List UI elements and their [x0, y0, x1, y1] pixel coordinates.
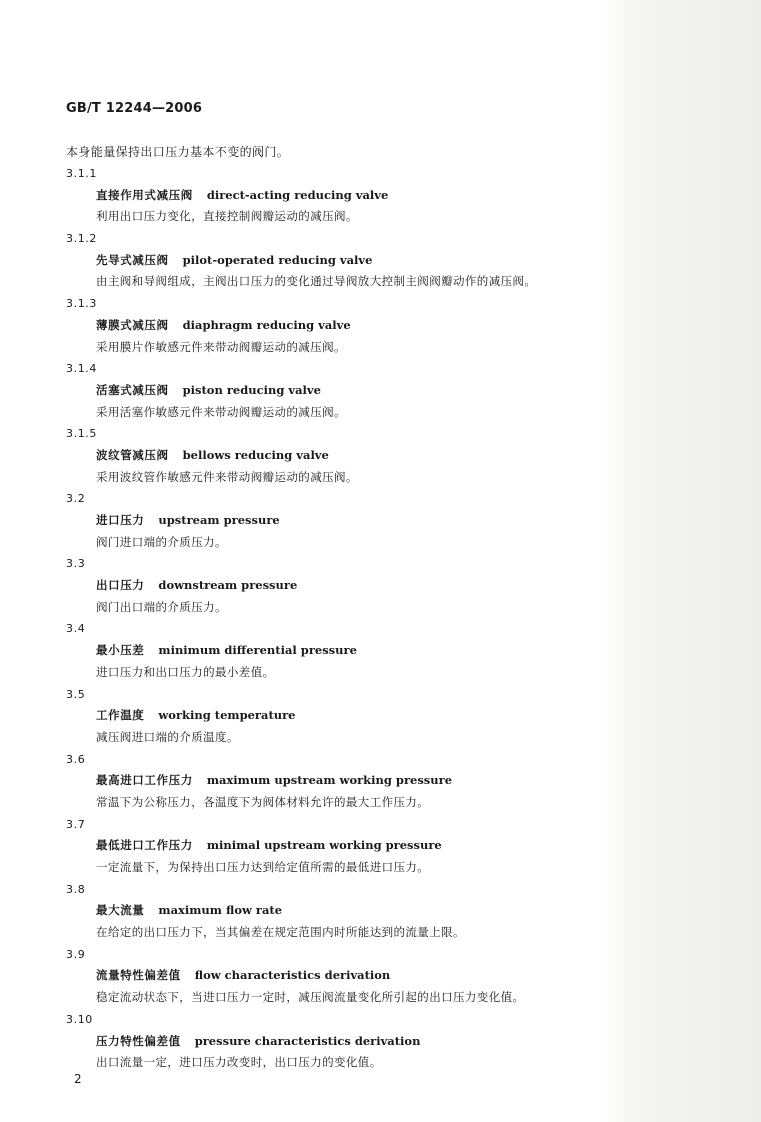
term-definition: 在给定的出口压力下，当其偏差在规定范围内时所能达到的流量上限。	[96, 925, 465, 940]
term-definition: 稳定流动状态下，当进口压力一定时，减压阀流量变化所引起的出口压力变化值。	[96, 990, 525, 1005]
term-definition: 采用活塞作敏感元件来带动阀瓣运动的减压阀。	[96, 404, 346, 419]
term-english: upstream pressure	[158, 513, 280, 527]
term-chinese: 工作温度	[96, 708, 145, 723]
standard-code-header: GB/T 12244—2006	[66, 101, 203, 116]
intro-text: 本身能量保持出口压力基本不变的阀门。	[66, 145, 290, 159]
term-entry	[66, 944, 626, 1009]
term-chinese: 流量特性偏差值	[96, 968, 181, 983]
clause-number: 3.1.1	[66, 167, 97, 180]
term-heading	[66, 835, 626, 857]
term-heading	[66, 250, 626, 272]
term-chinese: 先导式减压阀	[96, 252, 169, 267]
term-entry	[66, 163, 626, 228]
term-heading	[66, 640, 626, 662]
clause-number: 3.5	[66, 687, 86, 701]
term-definition: 常温下为公称压力，各温度下为阀体材料允许的最大工作压力。	[96, 794, 430, 809]
term-definition: 由主阀和导阀组成，主阀出口压力的变化通过导阀放大控制主阀阀瓣动作的减压阀。	[96, 274, 537, 289]
term-heading	[66, 445, 626, 467]
term-entry	[66, 879, 626, 944]
term-english: minimal upstream working pressure	[206, 838, 442, 853]
term-chinese: 最低进口工作压力	[96, 838, 193, 853]
term-english: minimum differential pressure	[158, 643, 357, 658]
clause-number: 3.7	[66, 817, 86, 831]
term-chinese: 活塞式减压阀	[96, 382, 169, 397]
term-heading	[66, 705, 626, 727]
term-entry	[66, 488, 626, 553]
clause-number: 3.1.4	[66, 362, 97, 376]
clause-number: 3.3	[66, 557, 86, 571]
clause-number: 3.1.2	[66, 232, 97, 246]
clause-number: 3.10	[66, 1012, 93, 1026]
term-english: maximum upstream working pressure	[206, 773, 453, 788]
term-definition: 利用出口压力变化，直接控制阀瓣运动的减压阀。	[96, 209, 358, 224]
term-definition: 采用波纹管作敏感元件来带动阀瓣运动的减压阀。	[96, 469, 358, 484]
term-english: bellows reducing valve	[182, 447, 329, 462]
clause-number: 3.8	[66, 882, 86, 896]
term-heading	[66, 770, 626, 792]
term-definition: 进口压力和出口压力的最小差值。	[96, 664, 275, 679]
term-english: direct-acting reducing valve	[206, 187, 389, 202]
term-english: pilot-operated reducing valve	[182, 252, 373, 267]
term-english: maximum flow rate	[158, 903, 283, 918]
term-definition: 一定流量下，为保持出口压力达到给定值所需的最低进口压力。	[96, 860, 430, 874]
term-list	[66, 163, 626, 1074]
term-chinese: 出口压力	[96, 578, 145, 593]
clause-number: 3.9	[66, 947, 86, 961]
term-english: working temperature	[158, 708, 296, 723]
term-chinese: 压力特性偏差值	[96, 1033, 181, 1048]
term-chinese: 薄膜式减压阀	[96, 317, 169, 332]
term-entry	[66, 423, 626, 488]
term-definition: 出口流量一定，进口压力改变时，出口压力的变化值。	[96, 1055, 382, 1070]
term-chinese: 进口压力	[96, 513, 145, 527]
clause-number: 3.1.5	[66, 427, 97, 441]
term-entry	[66, 358, 626, 423]
term-chinese: 波纹管减压阀	[96, 447, 169, 462]
term-heading	[66, 185, 626, 207]
term-definition: 阀门出口端的介质压力。	[96, 599, 227, 614]
term-entry	[66, 814, 626, 879]
clause-number: 3.2	[66, 492, 86, 506]
clause-number: 3.6	[66, 752, 86, 766]
term-english: diaphragm reducing valve	[182, 317, 351, 332]
term-english: flow characteristics derivation	[194, 968, 391, 983]
term-heading	[66, 1031, 626, 1053]
term-definition: 减压阀进口端的介质温度。	[96, 729, 239, 744]
page-number: 2	[74, 1072, 82, 1086]
term-entry	[66, 1009, 626, 1074]
term-definition: 阀门进口端的介质压力。	[96, 534, 227, 549]
term-english: downstream pressure	[158, 578, 298, 593]
term-chinese: 最高进口工作压力	[96, 773, 193, 788]
term-heading	[66, 380, 626, 402]
clause-number: 3.1.3	[66, 297, 97, 311]
term-chinese: 直接作用式减压阀	[96, 187, 193, 202]
term-heading	[66, 575, 626, 597]
term-entry	[66, 749, 626, 814]
term-entry	[66, 684, 626, 749]
term-heading	[66, 900, 626, 922]
term-heading	[66, 315, 626, 337]
term-english: pressure characteristics derivation	[194, 1033, 421, 1048]
term-entry	[66, 293, 626, 358]
term-entry	[66, 618, 626, 683]
term-heading	[66, 510, 626, 532]
term-entry	[66, 228, 626, 293]
term-chinese: 最小压差	[96, 643, 145, 658]
clause-number: 3.4	[66, 622, 86, 636]
term-heading	[66, 965, 626, 987]
term-definition: 采用膜片作敏感元件来带动阀瓣运动的减压阀。	[96, 339, 346, 354]
term-english: piston reducing valve	[182, 382, 321, 397]
term-entry	[66, 553, 626, 618]
term-chinese: 最大流量	[96, 903, 145, 918]
